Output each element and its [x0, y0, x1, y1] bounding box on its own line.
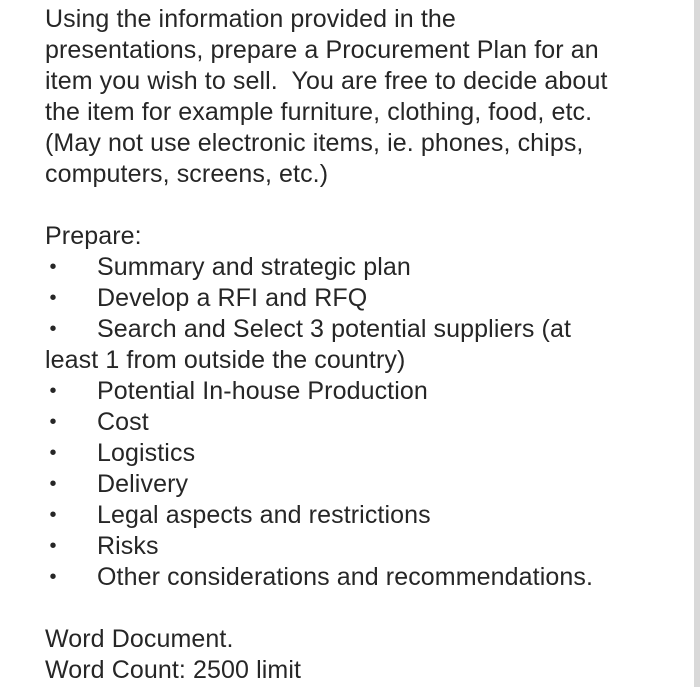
list-item [45, 314, 685, 376]
bullet-icon: • [49, 411, 57, 433]
list-item [45, 252, 685, 283]
page-edge-divider [694, 0, 700, 687]
list-item-text: Search and Select 3 potential suppliers (at [97, 315, 572, 343]
list-item-text: Delivery [97, 470, 189, 498]
list-item-continuation: least 1 from outside the country) [45, 346, 406, 374]
intro-line: (May not use electronic items, ie. phones, chips, [45, 129, 584, 157]
list-item [45, 531, 685, 562]
list-item-text: Develop a RFI and RFQ [97, 284, 368, 312]
list-item [45, 438, 685, 469]
bullet-icon: • [49, 473, 57, 495]
bullet-icon: • [49, 287, 57, 309]
list-item-text: Logistics [97, 439, 196, 467]
intro-line: the item for example furniture, clothing, food, etc. [45, 98, 593, 126]
list-item [45, 562, 685, 593]
list-item-text: Potential In-house Production [97, 377, 428, 405]
list-item-text: Cost [97, 408, 149, 436]
intro-line: item you wish to sell. You are free to decide about [45, 67, 608, 95]
document-format-note: Word Document. [45, 625, 234, 653]
list-item-text: Legal aspects and restrictions [97, 501, 431, 529]
bullet-list [45, 252, 685, 593]
bullet-icon: • [49, 318, 57, 340]
list-item [45, 469, 685, 500]
list-item [45, 283, 685, 314]
bullet-icon: • [49, 256, 57, 278]
list-item [45, 407, 685, 438]
list-item [45, 500, 685, 531]
footer-notes [45, 624, 685, 686]
bullet-icon: • [49, 504, 57, 526]
intro-paragraph [45, 4, 685, 190]
prepare-heading: Prepare: [45, 222, 142, 250]
list-item-text: Risks [97, 532, 159, 560]
bullet-icon: • [49, 442, 57, 464]
list-item-text: Other considerations and recommendations. [97, 563, 594, 591]
intro-line: presentations, prepare a Procurement Plan for an [45, 36, 599, 64]
bullet-icon: • [49, 566, 57, 588]
intro-line: Using the information provided in the [45, 5, 456, 33]
intro-line: computers, screens, etc.) [45, 160, 329, 188]
list-item-text: Summary and strategic plan [97, 253, 411, 281]
bullet-icon: • [49, 380, 57, 402]
list-item [45, 376, 685, 407]
bullet-icon: • [49, 535, 57, 557]
word-count-note: Word Count: 2500 limit [45, 656, 302, 684]
assignment-text [45, 4, 685, 686]
blank-line [45, 593, 685, 624]
blank-line [45, 190, 685, 221]
